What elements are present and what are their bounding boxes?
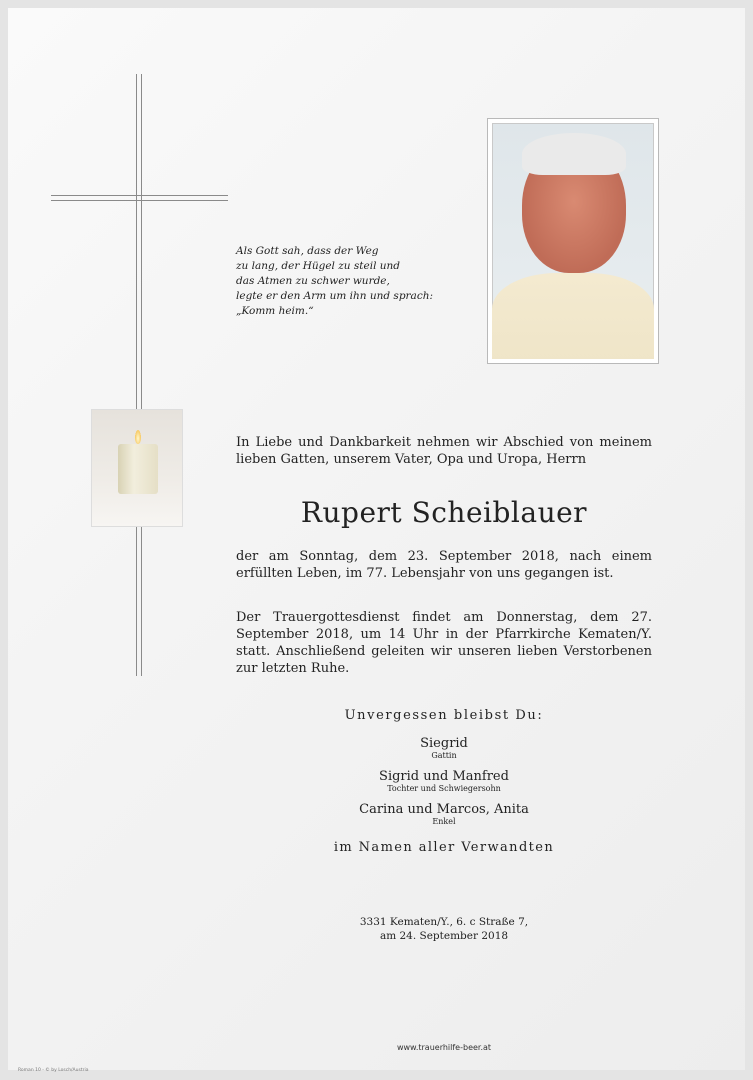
mourner-role: Tochter und Schwiegersohn bbox=[387, 784, 501, 793]
death-notice: der am Sonntag, dem 23. September 2018, nach einem erfüllten Leben, im 77. Lebensjahr von uns gegangen ist. bbox=[236, 549, 652, 581]
cross-bar-line bbox=[51, 200, 228, 201]
address-line: 3331 Kematen/Y., 6. c Straße 7, bbox=[359, 916, 529, 928]
cross-icon bbox=[136, 74, 137, 676]
mourner-name: Siegrid bbox=[420, 736, 468, 751]
mourners-heading: Unvergessen bleibst Du: bbox=[344, 708, 544, 723]
website-link[interactable]: www.trauerhilfe-beer.at bbox=[396, 1043, 492, 1052]
date-line: am 24. September 2018 bbox=[379, 930, 509, 942]
family-note: im Namen aller Verwandten bbox=[333, 840, 555, 855]
poem-line: das Atmen zu schwer wurde, bbox=[236, 275, 390, 287]
intro-text: In Liebe und Dankbarkeit nehmen wir Abschied von meinem lieben Gatten, unserem Vater, Opa und Uropa, Herrn bbox=[236, 435, 652, 467]
imprint: Roman 10 - © by Losch/Austria bbox=[18, 1068, 89, 1073]
poem-line: Als Gott sah, dass der Weg bbox=[236, 245, 379, 257]
portrait-photo bbox=[488, 119, 658, 363]
service-notice: Der Trauergottesdienst findet am Donnerstag, dem 27. September 2018, um 14 Uhr in der Pfarrkirche Kematen/Y. statt. Anschließend geleiten wir unseren lieben Verstorbenen zur letzten Ruhe. bbox=[236, 610, 652, 676]
mourner-name: Carina und Marcos, Anita bbox=[359, 802, 529, 817]
deceased-name: Rupert Scheiblauer bbox=[300, 496, 588, 529]
cross-bar bbox=[51, 195, 228, 196]
obituary-sheet bbox=[8, 8, 745, 1073]
cross-icon-line bbox=[141, 74, 142, 676]
mourner-name: Sigrid und Manfred bbox=[379, 769, 509, 784]
portrait-hair bbox=[522, 133, 626, 175]
mourner-role: Gattin bbox=[431, 751, 457, 760]
candle-body bbox=[118, 444, 158, 494]
mourner-role: Enkel bbox=[432, 817, 456, 826]
poem-line: „Komm heim.“ bbox=[236, 305, 314, 317]
portrait-shirt bbox=[492, 273, 654, 359]
portrait-image bbox=[492, 123, 654, 359]
poem-line: legte er den Arm um ihn und sprach: bbox=[236, 290, 433, 302]
candle-icon bbox=[92, 410, 182, 526]
poem bbox=[236, 244, 446, 319]
poem-line: zu lang, der Hügel zu steil und bbox=[236, 260, 401, 272]
flame-icon bbox=[135, 430, 141, 444]
